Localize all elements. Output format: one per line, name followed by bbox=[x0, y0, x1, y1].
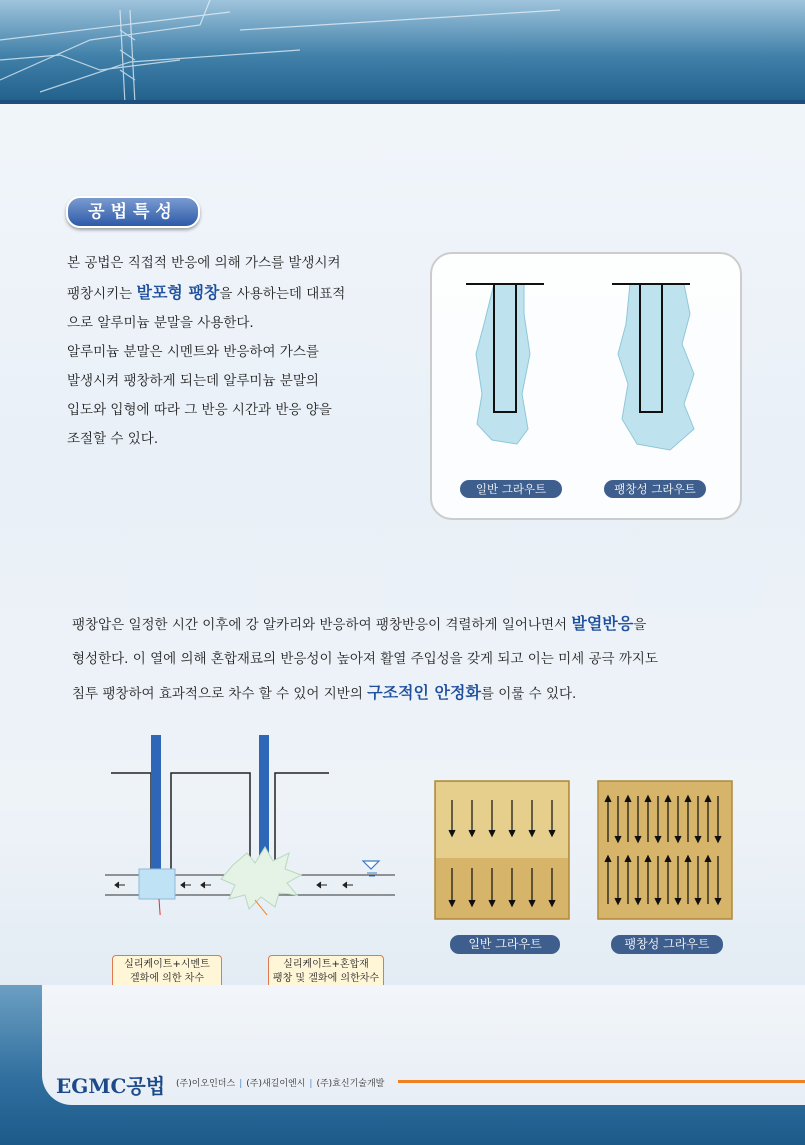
caption-expansive-grout: 팽창성 그라우트 bbox=[604, 480, 706, 498]
expansion-burst-shape bbox=[221, 847, 301, 909]
reaction-line bbox=[72, 607, 772, 642]
separator: | bbox=[309, 1079, 313, 1089]
intro-line: 발생시켜 팽창하게 되는데 알루미늄 분말의 bbox=[67, 373, 319, 389]
caption-normal-grout-2: 일반 그라우트 bbox=[450, 935, 560, 954]
text-segment: 팽창시키는 bbox=[67, 286, 137, 302]
injection-pipe-left bbox=[151, 735, 161, 870]
injection-pipe-right bbox=[259, 735, 269, 860]
footer-accent-line bbox=[398, 1080, 805, 1083]
callout-silicate-admixture: 실리케이트+혼합재 팽창 및 겔화에 의한차수 bbox=[268, 955, 384, 989]
text-segment: 팽창압은 일정한 시간 이후에 강 알카리와 반응하여 팽창반응이 격렬하게 일어나면서 bbox=[72, 617, 572, 633]
intro-line: 본 공법은 직접적 반응에 의해 가스를 발생시켜 bbox=[67, 255, 341, 271]
water-level-icon bbox=[363, 861, 379, 869]
highlight-term: 발포형 팽창 bbox=[136, 283, 220, 302]
expansive-grout-shape bbox=[618, 284, 694, 450]
highlight-term: 발열반응 bbox=[571, 614, 634, 633]
intro-line: 알루미늄 분말은 시멘트와 반응하여 가스를 bbox=[67, 344, 319, 360]
caption-expansive-grout-2: 팽창성 그라우트 bbox=[611, 935, 723, 954]
callout-silicate-cement: 실리케이트+시멘트 겔화에 의한 차수 bbox=[112, 955, 222, 989]
text-segment: 을 bbox=[633, 617, 647, 633]
section-title: 공법특성 bbox=[66, 196, 200, 228]
reaction-paragraph bbox=[72, 607, 772, 711]
separator: | bbox=[239, 1079, 243, 1089]
pressure-arrows-diagram bbox=[434, 780, 734, 922]
crane-illustration bbox=[0, 0, 805, 104]
text-segment: 를 이룰 수 있다. bbox=[480, 686, 577, 702]
gel-zone-box bbox=[139, 869, 175, 899]
intro-paragraph bbox=[67, 249, 377, 454]
reaction-line bbox=[72, 676, 772, 711]
company-1: (주)이오인더스 bbox=[176, 1079, 236, 1089]
text-segment: 을 사용하는데 대표적 bbox=[219, 286, 346, 302]
grout-shapes-diagram bbox=[432, 254, 740, 518]
company-3: (주)효신기술개발 bbox=[316, 1079, 385, 1089]
intro-line: 입도와 입형에 따라 그 반응 시간과 반응 양을 bbox=[67, 402, 332, 418]
text-segment: 침투 팽창하여 효과적으로 차수 할 수 있어 지반의 bbox=[72, 686, 368, 702]
header-stripe bbox=[0, 100, 805, 104]
intro-line bbox=[67, 278, 377, 309]
footer-logo: EGMC공법 bbox=[56, 1074, 166, 1098]
intro-line: 으로 알루미늄 분말을 사용한다. bbox=[67, 315, 254, 331]
intro-line: 조절할 수 있다. bbox=[67, 431, 159, 447]
highlight-term: 구조적인 안정화 bbox=[367, 683, 481, 702]
reaction-line: 형성한다. 이 열에 의해 혼합재료의 반응성이 높아져 활열 주입성을 갖게 되고 이는 미세 공극 까지도 bbox=[72, 651, 659, 667]
injection-diagram bbox=[105, 735, 405, 915]
caption-normal-grout: 일반 그라우트 bbox=[460, 480, 562, 498]
grout-comparison-panel bbox=[430, 252, 742, 520]
header-banner bbox=[0, 0, 805, 104]
footer-companies bbox=[176, 1076, 384, 1089]
company-2: (주)새길이엔시 bbox=[246, 1079, 306, 1089]
normal-grout-shape bbox=[476, 284, 530, 444]
